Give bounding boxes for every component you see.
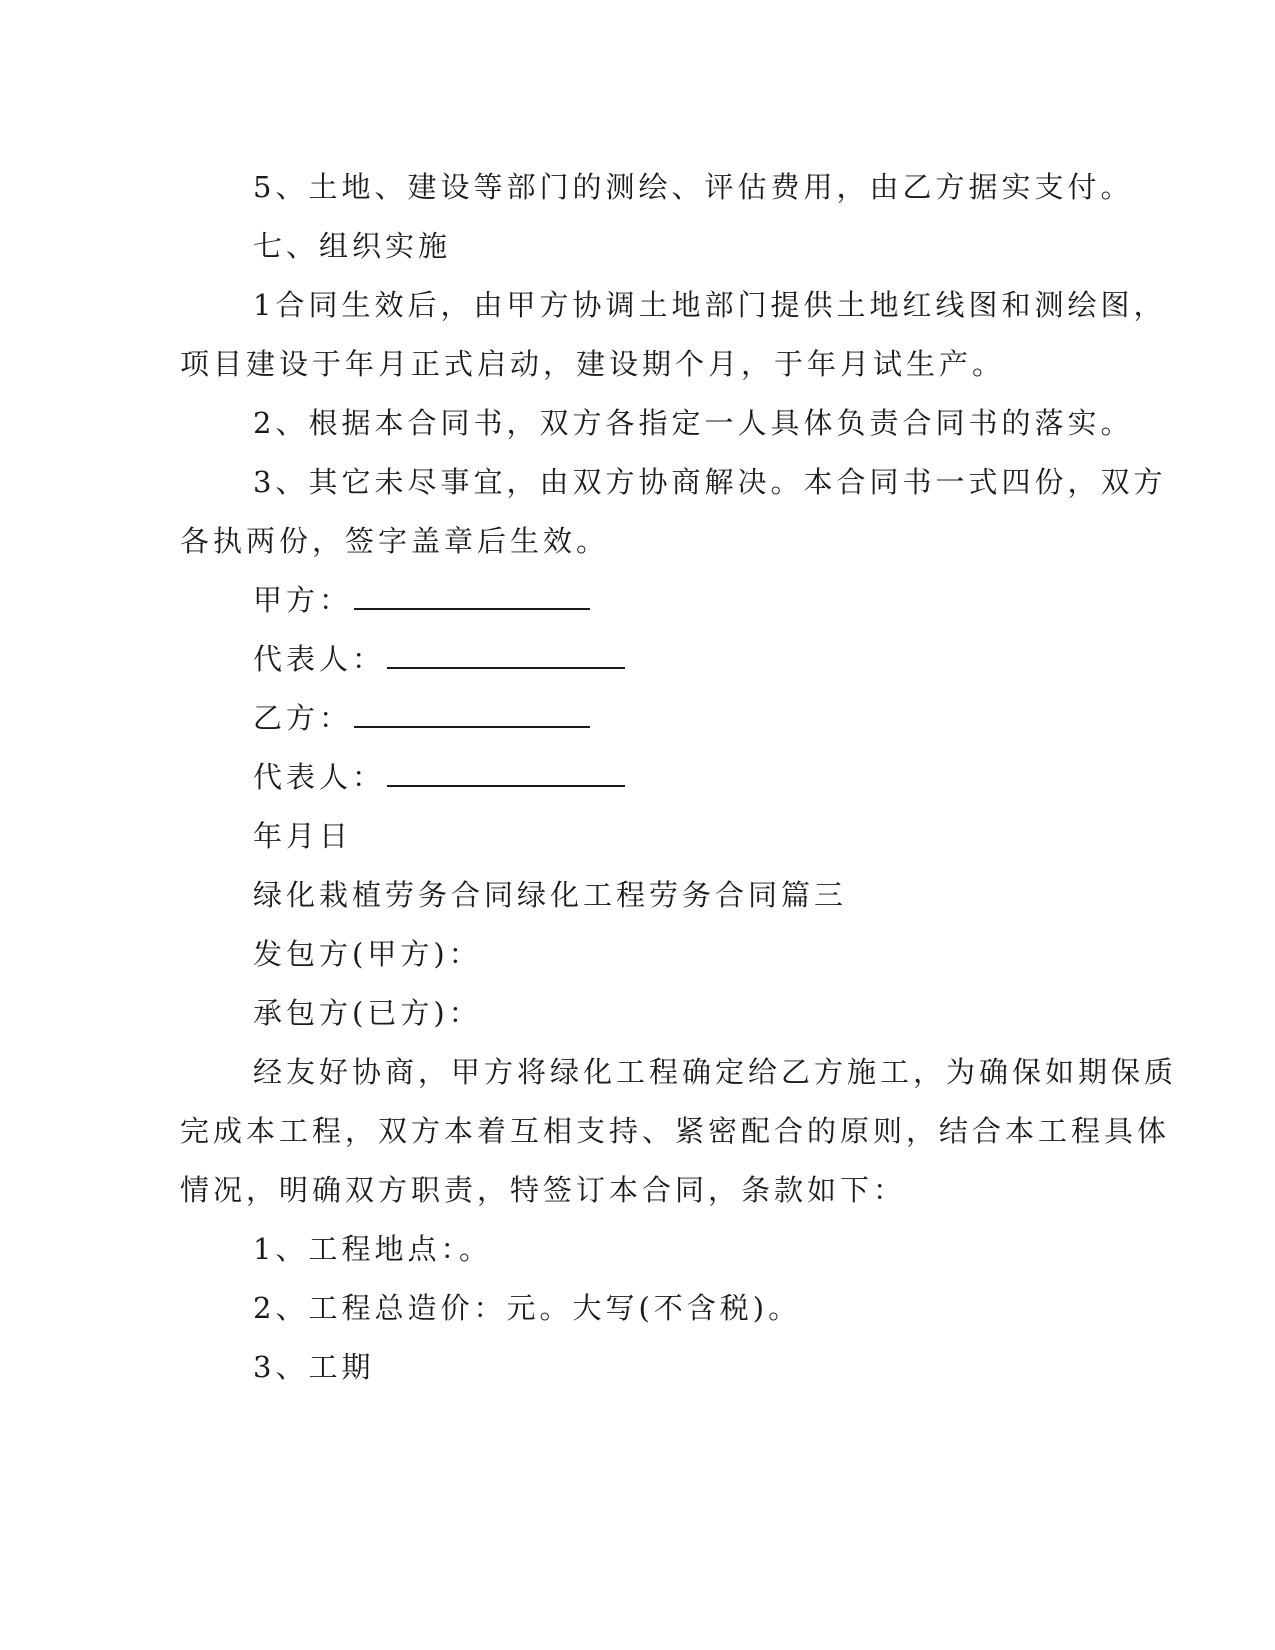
clause-line: 1、工程地点：。: [253, 1232, 492, 1266]
date-line: 年月日: [253, 819, 353, 853]
paragraph-line: 各执两份，签字盖章后生效。: [180, 524, 610, 558]
signature-blank: [387, 761, 625, 787]
paragraph-line: 5、土地、建设等部门的测绘、评估费用，由乙方据实支付。: [253, 170, 1134, 204]
contractor-line: 承包方(已方)：: [253, 996, 482, 1030]
signature-blank: [387, 643, 625, 669]
party-a-label: 甲方：: [253, 583, 353, 617]
section-title: 绿化栽植劳务合同绿化工程劳务合同篇三: [253, 878, 848, 912]
clause-line: 3、工期: [253, 1350, 375, 1384]
paragraph-line: 完成本工程，双方本着互相支持、紧密配合的原则，结合本工程具体: [180, 1114, 1171, 1148]
rep-a-signature-line: [180, 630, 1080, 689]
document-body: [180, 158, 1178, 1397]
paragraph-line: 2、根据本合同书，双方各指定一人具体负责合同书的落实。: [253, 406, 1134, 440]
paragraph-line: 情况，明确双方职责，特签订本合同，条款如下：: [180, 1173, 907, 1207]
rep-b-label: 代表人：: [253, 760, 386, 794]
paragraph-line: 项目建设于年月正式启动，建设期个月，于年月试生产。: [180, 347, 1006, 381]
paragraph-line: 3、其它未尽事宜，由双方协商解决。本合同书一式四份，双方: [253, 465, 1167, 499]
signature-blank: [354, 584, 590, 610]
section-heading: 七、组织实施: [253, 229, 452, 263]
signature-blank: [354, 702, 590, 728]
party-a-signature-line: [180, 571, 1080, 630]
party-b-label: 乙方：: [253, 701, 353, 735]
paragraph-line: 1合同生效后，由甲方协调土地部门提供土地红线图和测绘图，: [253, 288, 1167, 322]
paragraph-line: 经友好协商，甲方将绿化工程确定给乙方施工，为确保如期保质: [253, 1055, 1178, 1089]
party-b-signature-line: [180, 689, 1080, 748]
rep-b-signature-line: [180, 748, 1080, 807]
employer-line: 发包方(甲方)：: [253, 937, 482, 971]
clause-line: 2、工程总造价：元。大写(不含税)。: [253, 1291, 802, 1325]
rep-a-label: 代表人：: [253, 642, 386, 676]
